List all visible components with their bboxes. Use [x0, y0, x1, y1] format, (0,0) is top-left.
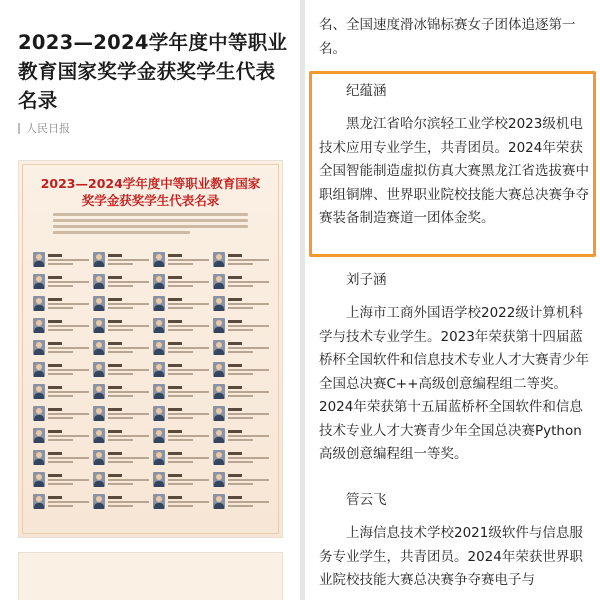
second-poster-image[interactable]	[18, 552, 283, 600]
poster-row	[31, 339, 271, 361]
poster-student-thumbnail	[211, 317, 271, 339]
poster-student-thumbnail	[91, 471, 151, 493]
source-divider	[18, 123, 20, 134]
poster-student-thumbnail	[151, 317, 211, 339]
poster-student-thumbnail	[211, 493, 271, 515]
poster-student-thumbnail	[151, 251, 211, 273]
poster-student-thumbnail	[151, 405, 211, 427]
poster-title: 2023—2024学年度中等职业教育国家奖学金获奖学生代表名录	[40, 176, 261, 208]
poster-student-thumbnail	[151, 427, 211, 449]
poster-student-thumbnail	[211, 273, 271, 295]
poster-student-thumbnail	[91, 405, 151, 427]
poster-student-thumbnail	[31, 405, 91, 427]
poster-student-thumbnail	[31, 273, 91, 295]
student-name: 管云飞	[346, 492, 387, 508]
poster-student-thumbnail	[31, 383, 91, 405]
poster-student-thumbnail	[31, 427, 91, 449]
poster-student-thumbnail	[91, 339, 151, 361]
poster-student-thumbnail	[151, 383, 211, 405]
poster-student-thumbnail	[91, 251, 151, 273]
article-source	[18, 120, 70, 136]
student-name: 刘子涵	[346, 272, 387, 288]
poster-student-thumbnail	[151, 295, 211, 317]
poster-row	[31, 427, 271, 449]
poster-row	[31, 493, 271, 515]
poster-student-thumbnail	[211, 295, 271, 317]
student-description: 上海信息技术学校2021级软件与信息服务专业学生，共青团员。2024年荣获世界职业院校技能大赛总决赛争夺赛电子与	[319, 525, 583, 588]
poster-student-thumbnail	[31, 251, 91, 273]
poster-student-thumbnail	[151, 361, 211, 383]
poster-row	[31, 273, 271, 295]
poster-row	[31, 295, 271, 317]
article-poster-image[interactable]	[18, 160, 283, 538]
poster-student-thumbnail	[151, 449, 211, 471]
poster-student-thumbnail	[211, 471, 271, 493]
poster-student-thumbnail	[91, 295, 151, 317]
poster-student-thumbnail	[151, 273, 211, 295]
poster-student-thumbnail	[91, 493, 151, 515]
article-title: 2023—2024学年度中等职业教育国家奖学金获奖学生代表名录	[18, 31, 288, 112]
poster-student-thumbnail	[151, 339, 211, 361]
student-description: 上海市工商外国语学校2022级计算机科学与技术专业学生。2023年荣获第十四届蓝桥杯全国软件和信息技术专业人才大赛青少年全国总决赛C++高级创意编程组二等奖。2024年荣获第十五届蓝桥杯全国软件和信息技术专业人才大赛青少年全国总决赛Python高级创意编程组一等奖。	[319, 305, 589, 462]
poster-student-grid	[31, 251, 271, 515]
poster-student-thumbnail	[31, 493, 91, 515]
poster-student-thumbnail	[211, 405, 271, 427]
poster-student-thumbnail	[91, 273, 151, 295]
poster-student-thumbnail	[211, 449, 271, 471]
poster-row	[31, 449, 271, 471]
poster-student-thumbnail	[91, 449, 151, 471]
poster-student-thumbnail	[151, 493, 211, 515]
poster-student-thumbnail	[31, 449, 91, 471]
poster-row	[31, 471, 271, 493]
poster-row	[31, 361, 271, 383]
poster-student-thumbnail	[31, 471, 91, 493]
poster-row	[31, 251, 271, 273]
poster-student-thumbnail	[91, 317, 151, 339]
poster-student-thumbnail	[31, 361, 91, 383]
poster-student-thumbnail	[91, 361, 151, 383]
poster-student-thumbnail	[211, 251, 271, 273]
poster-student-thumbnail	[211, 383, 271, 405]
right-article-panel	[305, 0, 600, 600]
student-description: 黑龙江省哈尔滨轻工业学校2023级机电技术应用专业学生，共青团员。2024年荣获全国智能制造虚拟仿真大赛黑龙江省选拔赛中职组铜牌、世界职业院校技能大赛总决赛争夺赛装备制造赛道一团体金奖。	[319, 116, 589, 226]
poster-student-thumbnail	[31, 317, 91, 339]
paragraph-continued: 名、全国速度滑冰锦标赛女子团体追逐第一名。	[319, 17, 576, 57]
poster-student-thumbnail	[151, 471, 211, 493]
poster-student-thumbnail	[91, 427, 151, 449]
poster-student-thumbnail	[211, 427, 271, 449]
poster-student-thumbnail	[211, 339, 271, 361]
student-name: 纪蕴涵	[346, 83, 387, 99]
poster-student-thumbnail	[31, 339, 91, 361]
poster-student-thumbnail	[211, 361, 271, 383]
poster-row	[31, 383, 271, 405]
poster-row	[31, 405, 271, 427]
poster-intro-text	[53, 213, 248, 237]
poster-student-thumbnail	[31, 295, 91, 317]
poster-student-thumbnail	[91, 383, 151, 405]
poster-row	[31, 317, 271, 339]
source-label: 人民日报	[26, 122, 70, 135]
